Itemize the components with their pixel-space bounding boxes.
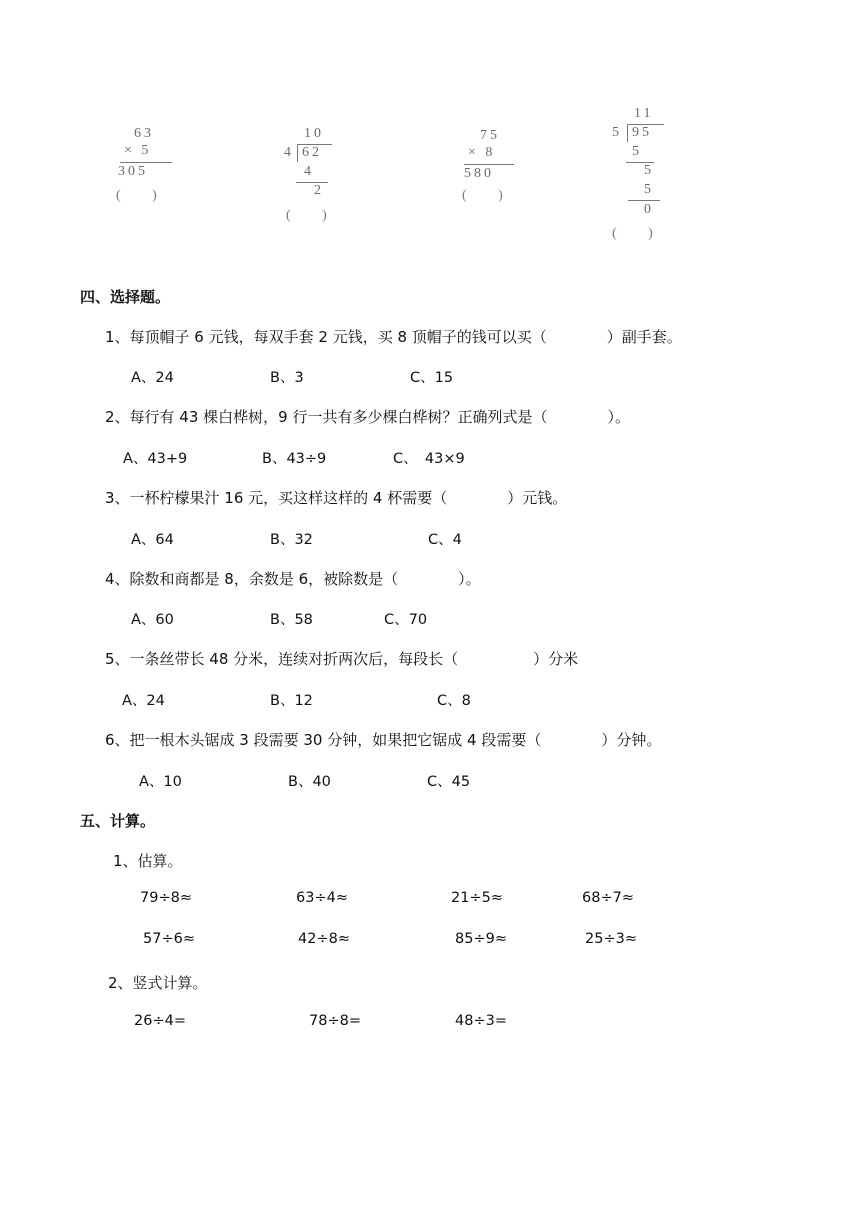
option-5c[interactable]: C、8 (437, 693, 471, 709)
option-4c[interactable]: C、70 (384, 612, 428, 628)
answer-parentheses[interactable]: ( ) (286, 208, 341, 223)
estimate-item: 42÷8≈ (298, 931, 350, 947)
calc-line: 63 (134, 126, 154, 141)
vertical-calc-title: 2、竖式计算。 (108, 974, 208, 992)
calc-dividend: 95 (632, 125, 652, 140)
calc-line: × 5 (124, 143, 152, 158)
division-bracket (627, 124, 628, 142)
calc-rule (464, 164, 514, 165)
question-6: 6、把一根木头锯成 3 段需要 30 分钟，如果把它锯成 4 段需要（ ）分钟。 (105, 731, 662, 749)
calc-rule (120, 162, 172, 163)
calc-step: 4 (304, 164, 314, 179)
question-3: 3、一杯柠檬果汁 16 元，买这样这样的 4 杯需要（ ）元钱。 (105, 489, 568, 507)
calc-divisor: 5 (612, 125, 622, 140)
calc-quotient: 10 (304, 126, 324, 141)
option-1a[interactable]: A、24 (131, 370, 174, 386)
option-5a[interactable]: A、24 (122, 693, 165, 709)
calc-line: 580 (464, 166, 494, 181)
option-2b[interactable]: B、43÷9 (262, 451, 327, 467)
section-4-title: 四、选择题。 (80, 288, 171, 306)
estimate-item: 25÷3≈ (585, 931, 637, 947)
option-2c[interactable]: C、 43×9 (393, 451, 465, 467)
estimate-title: 1、估算。 (113, 852, 183, 870)
option-3b[interactable]: B、32 (270, 532, 313, 548)
vertical-calc-item: 48÷3= (455, 1013, 507, 1029)
division-bracket (297, 144, 298, 162)
option-4b[interactable]: B、58 (270, 612, 313, 628)
option-6a[interactable]: A、10 (139, 774, 182, 790)
option-6b[interactable]: B、40 (288, 774, 331, 790)
vertical-calc-item: 78÷8= (309, 1013, 361, 1029)
estimate-item: 79÷8≈ (140, 890, 192, 906)
option-5b[interactable]: B、12 (270, 693, 313, 709)
question-4: 4、除数和商都是 8，余数是 6，被除数是（ ）。 (105, 570, 481, 588)
vertical-calc-3 (460, 128, 530, 218)
vertical-calc-1 (112, 126, 182, 216)
calc-quotient: 11 (634, 106, 654, 121)
calc-rule (628, 200, 660, 201)
option-3a[interactable]: A、64 (131, 532, 174, 548)
calc-step: 5 (644, 163, 654, 178)
estimate-item: 21÷5≈ (451, 890, 503, 906)
option-4a[interactable]: A、60 (131, 612, 174, 628)
answer-parentheses[interactable]: ( ) (116, 188, 171, 203)
calc-divisor: 4 (284, 145, 294, 160)
vertical-calc-item: 26÷4= (134, 1013, 186, 1029)
calc-step: 5 (632, 144, 642, 159)
calc-line: 75 (480, 128, 500, 143)
vertical-calc-2 (282, 126, 362, 236)
estimate-item: 68÷7≈ (582, 890, 634, 906)
question-1: 1、每顶帽子 6 元钱，每双手套 2 元钱，买 8 顶帽子的钱可以买（ ）副手套。 (105, 328, 682, 346)
estimate-item: 57÷6≈ (143, 931, 195, 947)
estimate-item: 63÷4≈ (296, 890, 348, 906)
option-1c[interactable]: C、15 (410, 370, 454, 386)
estimate-item: 85÷9≈ (455, 931, 507, 947)
answer-parentheses[interactable]: ( ) (612, 226, 667, 241)
option-3c[interactable]: C、4 (428, 532, 462, 548)
calc-line: 305 (118, 164, 148, 179)
answer-parentheses[interactable]: ( ) (462, 188, 517, 203)
option-1b[interactable]: B、3 (270, 370, 304, 386)
calc-result: 0 (644, 202, 654, 217)
vertical-calc-4 (610, 106, 690, 252)
calc-dividend: 62 (302, 145, 322, 160)
calc-remainder: 2 (314, 183, 324, 198)
option-6c[interactable]: C、45 (427, 774, 471, 790)
question-5: 5、一条丝带长 48 分米，连续对折两次后，每段长（ ）分米 (105, 650, 579, 668)
option-2a[interactable]: A、43+9 (123, 451, 188, 467)
question-2: 2、每行有 43 棵白桦树，9 行一共有多少棵白桦树？正确列式是（ ）。 (105, 408, 630, 426)
calc-step: 5 (644, 182, 654, 197)
calc-line: × 8 (468, 145, 496, 160)
section-5-title: 五、计算。 (80, 812, 156, 830)
